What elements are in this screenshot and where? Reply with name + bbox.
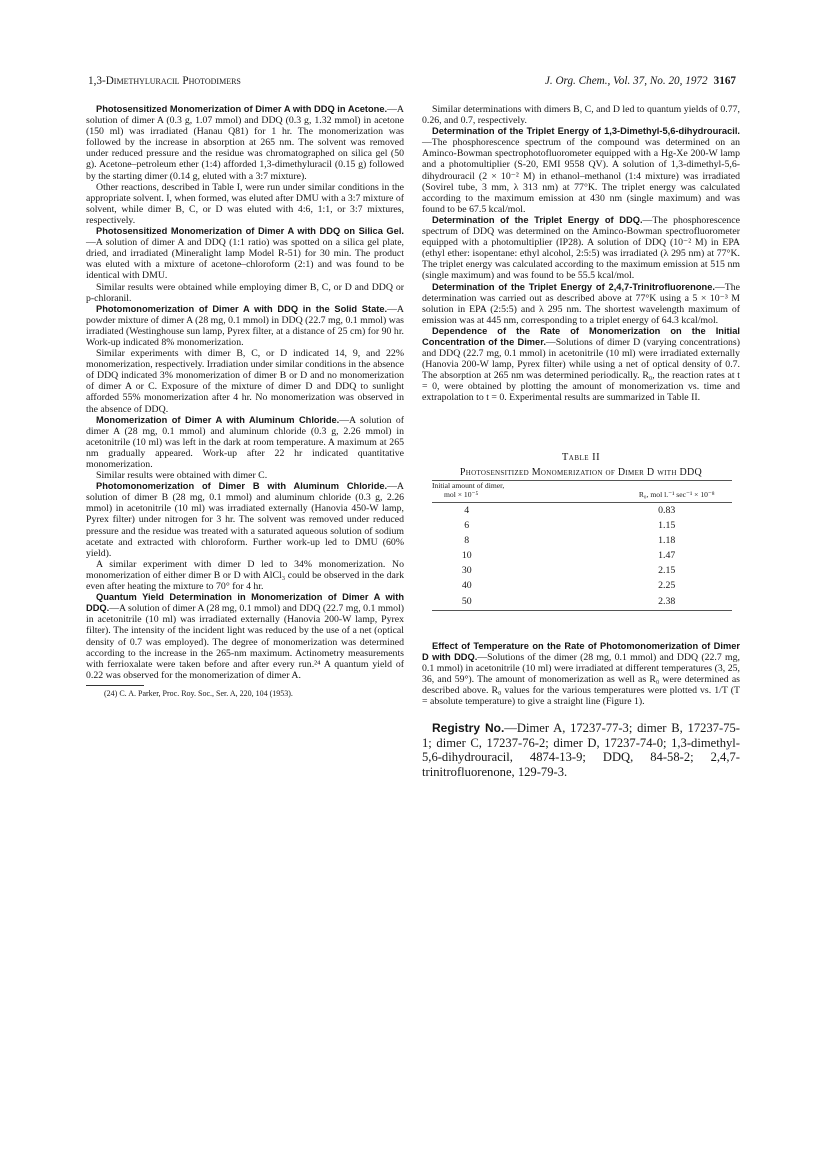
page-number: 3167 [713, 75, 736, 87]
registry-text: —Dimer A, 17237-77-3; dimer B, 17237-75-1; dimer C, 17237-76-2; dimer D, 17237-74-0; 1,3-dimethyl-5,6-dihydrouracil, 4874-13-9; DDQ, 84-58-2; 2,4,7-trinitrofluorenone, 129-79-3. [422, 721, 740, 779]
column-header-rate: R₀, mol l.⁻¹ sec⁻¹ × 10⁻⁸ [621, 480, 732, 502]
table-caption: Photosensitized Monomerization of Dimer D with DDQ [459, 466, 703, 478]
paragraph [86, 592, 404, 681]
paragraph: Similar experiments with dimer B, C, or D indicated 14, 9, and 22% monomerization, respectively. Irradiation under similar conditions in the absence of DDQ indicated 3% monomerization of dimer B or D and no monomerization of dimer A or C. Exposure of the mixture of dimer D and DDQ to sunlight afforded 55% monomerization after 4 hr. No monomerization was observed in the absence of DDQ. [86, 348, 404, 415]
table-cell: 30 [461, 564, 472, 576]
left-column [86, 104, 404, 699]
running-title: 1,3-Dimethyluracil Photodimers [88, 75, 241, 87]
table-row [432, 518, 732, 533]
paragraph: Similar results were obtained with dimer C. [96, 470, 268, 482]
section-text: —The phosphorescence spectrum of DDQ was determined on the Aminco-Bowman spectrofluorometer equipped with a photomultiplier (IP28). A solution of DDQ (10⁻² M) in EPA (ethyl ether: isopentane: ethyl alcohol, 2:5:5) was irradiated (λ 295 nm) at 77°K. The triplet energy was calculated according to the maximum emission at 515 nm (single maximum) and was found to be 55.5 kcal/mol. [422, 214, 740, 282]
table-cell: 1.47 [658, 549, 676, 561]
paragraph [86, 304, 404, 348]
paragraph: Similar results were obtained while employing dimer B, C, or D and DDQ or p-chloranil. [86, 281, 404, 304]
paragraph: A similar experiment with dimer D led to 34% monomerization. No monomerization of either dimer B or D with AlCl₃ could be observed in the dark even after heating the mixture to 70° for 4 hr. [86, 558, 404, 593]
section-text: —A solution of dimer A (0.3 g, 1.07 mmol) and DDQ (0.3 g, 1.32 mmol) in acetone (150 ml) was irradiated (Hanau Q81) for 1 hr. The monomerization was followed by the increase in absorption at 265 nm. The solvent was removed under reduced pressure and the residue was chromatographed on silica gel (50 g). Acetone–petroleum ether (1:4) afforded 1,3-dimethyluracil (0.15 g) followed by the starting dimer (0.14 g, eluted with a 3:7 mixture). [86, 104, 404, 182]
registry-paragraph [422, 721, 740, 779]
section-heading: Determination of the Triplet Energy of 2,4,7-Trinitrofluorenone. [432, 281, 715, 292]
paragraph [86, 226, 404, 281]
table-title: Table II [561, 451, 601, 463]
section-heading: Effect of Temperature on the Rate of Photomonomerization of Dimer D with DDQ. [422, 640, 740, 662]
section-heading: Quantum Yield Determination in Monomerization of Dimer A with DDQ. [86, 592, 404, 614]
footnote: (24) C. A. Parker, Proc. Roy. Soc., Ser. A, 220, 104 (1953). [104, 688, 293, 698]
table-cell: 10 [461, 549, 472, 561]
section-heading: Photosensitized Monomerization of Dimer A with DDQ on Silica Gel. [96, 226, 404, 237]
section-heading: Determination of the Triplet Energy of 1,3-Dimethyl-5,6-dihydrouracil. [432, 126, 740, 137]
running-header [88, 75, 736, 91]
table-row [432, 533, 732, 548]
table-cell: 6 [464, 519, 470, 531]
table-cell: 4 [464, 504, 470, 516]
section-text: —A solution of dimer A and DDQ (1:1 ratio) was spotted on a silica gel plate, dried, and irradiated (Mineralight lamp Model R-51) for 30 min. The product was eluted with a mixture of acetone–chloroform (2:1) and was found to be identical with DMU. [86, 237, 404, 282]
paragraph [422, 215, 740, 282]
section-text: —A solution of dimer B (28 mg, 0.1 mmol) and aluminum chloride (0.3 g, 2.26 mmol) in acetonitrile (10 ml) was irradiated externally (Hanovia 450-W lamp, Pyrex filter) under nitrogen for 3 hr. The solvent was removed under reduced pressure and the residue was treated with a saturated aqueous solution of sodium acetate and extracted with chloroform. Further work-up led to DMU (60% yield). [86, 481, 404, 559]
paragraph: Similar determinations with dimers B, C, and D led to quantum yields of 0.77, 0.26, and 0.7, respectively. [422, 104, 740, 127]
section-text: —A powder mixture of dimer A (28 mg, 0.1 mmol) in DDQ (22.7 mg, 0.1 mmol) was irradiated (Westinghouse sun lamp, Pyrex filter, at a distance of 25 cm) for 90 hr. Work-up indicated 8% monomerization. [86, 303, 404, 348]
paragraph: Other reactions, described in Table I, were run under similar conditions in the appropriate solvent. I, when formed, was eluted after DMU with a 3:7 mixture of solvent, while dimer B, C, or D was eluted with 4:6, 1:1, or 3:7 mixtures, respectively. [86, 181, 404, 226]
table-ii [422, 452, 740, 611]
section-text: —Solutions of the dimer (28 mg, 0.1 mmol) and DDQ (22.7 mg, 0.1 mmol) in acetonitrile (10 ml) were irradiated at different temperatures (3, 25, 36, and 59°). The amount of monomerization as well as R₀ were determined as described above. R₀ values for the various temperatures were plotted vs. 1/T (T = absolute temperature) to give a straight line (Figure 1). [422, 651, 740, 707]
section-heading: Photomonomerization of Dimer B with Aluminum Chloride. [96, 481, 388, 492]
table-cell: 8 [464, 534, 470, 546]
table-cell: 2.25 [658, 579, 676, 591]
section-text: —The determination was carried out as described above at 77°K using a 5 × 10⁻³ M solution in EPA (2:5:5) and λ 295 nm. The shortest wavelength maximum of emission was at 445 nm, corresponding to a triplet energy of 64.3 kcal/mol. [422, 281, 740, 326]
section-heading: Dependence of the Rate of Monomerization on the Initial Concentration of the Dimer. [422, 325, 740, 347]
section-text: —Solutions of dimer D (varying concentrations) and DDQ (22.7 mg, 0.1 mmol) in acetonitrile (10 ml) were irradiated externally (Hanovia 200-W lamp, Pyrex filter) while using a net of optical density of 0.7. The absorption at 265 nm was determined periodically. R₀, the reaction rates at t = 0, were obtained by plotting the amount of monomerization vs. time and extrapolation to t = 0. Experimental results are summarized in Table II. [422, 336, 740, 404]
column-header-dimer: Initial amount of dimer, mol × 10⁻⁵ [432, 480, 621, 502]
table-cell: 2.38 [621, 593, 732, 611]
table-cell: 50 [432, 593, 621, 611]
paragraph [86, 104, 404, 182]
right-column [422, 104, 740, 779]
temperature-effect-section [422, 641, 740, 708]
section-text: —A solution of dimer A (28 mg, 0.1 mmol) and aluminum chloride (0.3 g, 2.26 mmol) in acetonitrile (10 ml) was left in the dark at room temperature. A maximum at 265 nm gradually appeared. Work-up after 22 hr indicated quantitative monomerization. [86, 414, 404, 470]
table-row [432, 502, 732, 518]
paragraph [422, 641, 740, 708]
paragraph [422, 282, 740, 326]
table-cell: 2.15 [658, 564, 676, 576]
section-text: —The phosphorescence spectrum of the compound was determined on an Aminco-Bowman spectrophotofluorometer equipped with a Hg-Xe 200-W lamp and a photomultiplier (S-20, EMI 9558 QV). A solution of 1,3-dimethyl-5,6-dihydrouracil (2 × 10⁻² M) in ethanol–methanol (1:4 mixture) was irradiated (Sovirel tube, 3 mm, λ 313 nm) at 77°K. The triplet energy was calculated according to the maximum emission at 430 nm (single maximum) and was found to be 67.5 kcal/mol. [422, 137, 740, 215]
table-cell: 40 [461, 579, 472, 591]
registry-heading: Registry No. [432, 721, 505, 736]
table-cell: 1.15 [658, 519, 676, 531]
table-row [432, 563, 732, 578]
section-heading: Determination of the Triplet Energy of DDQ. [432, 214, 643, 225]
paragraph [86, 415, 404, 470]
table-header-row [432, 480, 732, 502]
journal-name: J. Org. Chem., Vol. 37, No. 20, 1972 [544, 75, 708, 87]
section-heading: Photomonomerization of Dimer A with DDQ in the Solid State. [96, 303, 388, 314]
section-heading: Monomerization of Dimer A with Aluminum Chloride. [96, 414, 340, 425]
paragraph [422, 126, 740, 215]
table-row [432, 578, 732, 593]
table-row [432, 593, 732, 611]
paragraph [422, 326, 740, 404]
journal-citation [545, 75, 736, 87]
paragraph [86, 481, 404, 559]
table-cell: 0.83 [658, 504, 676, 516]
table-cell: 1.18 [658, 534, 676, 546]
data-table [432, 480, 732, 611]
section-text: —A solution of dimer A (28 mg, 0.1 mmol) and DDQ (22.7 mg, 0.1 mmol) in acetonitrile (10 ml) was irradiated externally (Hanovia 200-W lamp, Pyrex filter). The intensity of the incident light was reduced by the use of a net (optical density of 0.7 was employed). The degree of monomerization was determined according to the increase in the 265-nm maximum. Actinometry measurements with ferrioxalate were taken before and after every run.²⁴ A quantum yield of 0.22 was observed for the monomerization of dimer A. [86, 603, 404, 681]
footnote-divider [86, 685, 144, 686]
section-heading: Photosensitized Monomerization of Dimer A with DDQ in Acetone. [96, 104, 388, 114]
table-row [432, 548, 732, 563]
registry-numbers [422, 721, 740, 779]
